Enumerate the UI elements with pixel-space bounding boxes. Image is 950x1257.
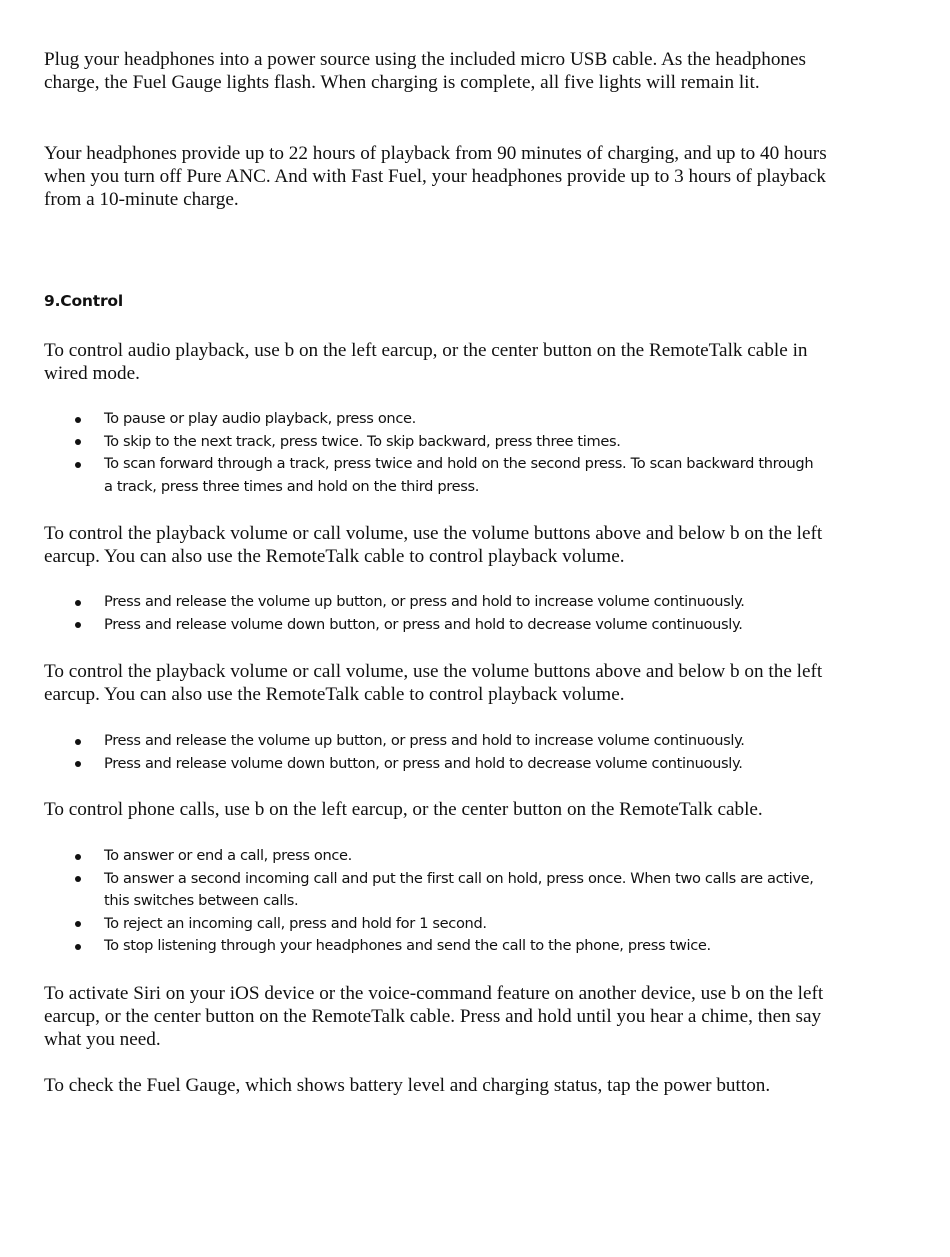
bullet-icon — [75, 622, 81, 628]
fuel-gauge-paragraph: To check the Fuel Gauge, which shows battery level and charging status, tap the power button. — [44, 1075, 771, 1096]
volume-control-intro-repeat: To control the playback volume or call volume, use the volume buttons above and below b on the left earcup. You can also use the RemoteTalk cable to control playback volume. — [44, 661, 823, 705]
bullet-icon — [75, 417, 81, 423]
list-item: Press and release volume down button, or press and hold to decrease volume continuously. — [44, 614, 824, 637]
volume-control-list — [44, 591, 824, 636]
bullet-icon — [75, 439, 81, 445]
bullet-icon — [75, 462, 81, 468]
bullet-icon — [75, 761, 81, 767]
bullet-icon — [75, 600, 81, 606]
list-item: To stop listening through your headphones and send the call to the phone, press twice. — [44, 935, 824, 958]
list-item: Press and release the volume up button, or press and hold to increase volume continuously. — [44, 730, 824, 753]
volume-control-list-repeat — [44, 730, 824, 775]
audio-control-intro: To control audio playback, use b on the left earcup, or the center button on the RemoteTalk cable in wired mode. — [44, 340, 808, 384]
voice-assistant-paragraph: To activate Siri on your iOS device or the voice-command feature on another device, use b on the left earcup, or the center button on the RemoteTalk cable. Press and hold until you hear a chime, then say what you need. — [44, 983, 824, 1050]
bullet-icon — [75, 921, 81, 927]
bullet-icon — [75, 876, 81, 882]
volume-control-intro: To control the playback volume or call volume, use the volume buttons above and below b on the left earcup. You can also use the RemoteTalk cable to control playback volume. — [44, 523, 823, 567]
list-item: To skip to the next track, press twice. To skip backward, press three times. — [44, 431, 824, 454]
list-item: To answer a second incoming call and put the first call on hold, press once. When two calls are active, this switches between calls. — [44, 868, 824, 913]
list-item: Press and release the volume up button, or press and hold to increase volume continuously. — [44, 591, 824, 614]
charging-paragraph: Plug your headphones into a power source using the included micro USB cable. As the headphones charge, the Fuel Gauge lights flash. When charging is complete, all five lights will remain lit. — [44, 49, 807, 93]
call-control-list — [44, 845, 824, 958]
bullet-icon — [75, 739, 81, 745]
section-heading: 9.Control — [44, 292, 123, 310]
list-item: To pause or play audio playback, press once. — [44, 408, 824, 431]
call-control-intro: To control phone calls, use b on the left earcup, or the center button on the RemoteTalk cable. — [44, 799, 763, 820]
list-item: To scan forward through a track, press twice and hold on the second press. To scan backward through a track, press three times and hold on the third press. — [44, 453, 824, 498]
list-item: To reject an incoming call, press and hold for 1 second. — [44, 913, 824, 936]
list-item: To answer or end a call, press once. — [44, 845, 824, 868]
audio-control-list — [44, 408, 824, 498]
bullet-icon — [75, 854, 81, 860]
list-item: Press and release volume down button, or press and hold to decrease volume continuously. — [44, 753, 824, 776]
battery-life-paragraph: Your headphones provide up to 22 hours of playback from 90 minutes of charging, and up to 40 hours when you turn off Pure ANC. And with Fast Fuel, your headphones provide up to 3 hours of playback from a 10-minute charge. — [44, 143, 827, 210]
bullet-icon — [75, 944, 81, 950]
